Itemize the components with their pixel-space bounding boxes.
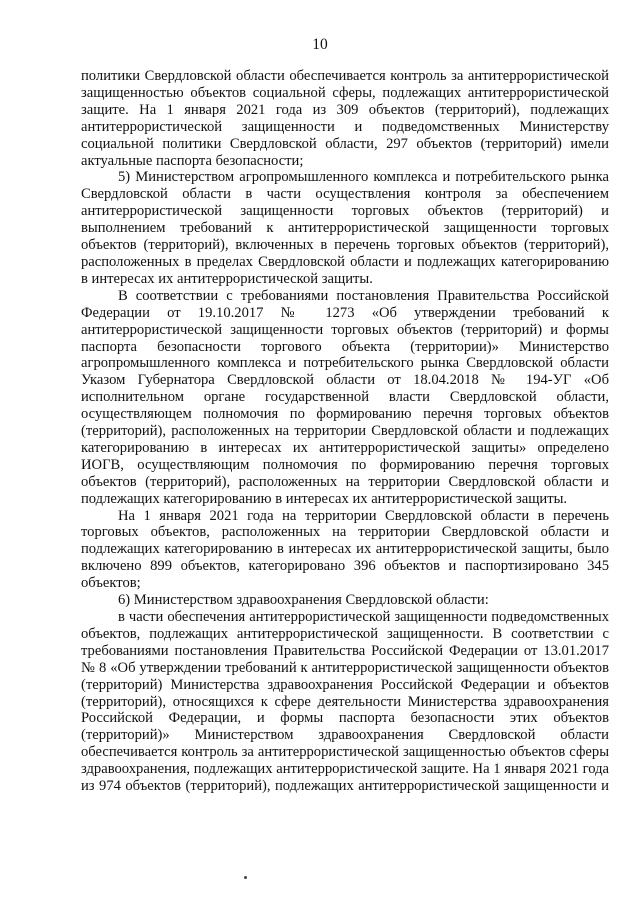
document-body [81,68,609,795]
scan-speck [244,876,247,879]
page-number: 10 [312,36,328,53]
paragraph: На 1 января 2021 года на территории Свердловской области в перечень торговых объектов, расположенных на территории Свердловской области и подлежащих категорированию в интересах их антитеррористической защиты, было включено 899 объектов, категорировано 396 объектов и паспортизировано 345 объектов; [81,507,609,592]
paragraph: в части обеспечения антитеррористической защищенности подведомственных объектов, подлежащих антитеррористической защищенности. В соответствии с требованиями постановления Правительства Российской Федерации от 13.01.2017 № 8 «Об утверждении требований к антитеррористической защищенности объектов (территорий) Министерства здравоохранения Российской Федерации и объектов (территорий), относящихся к сфере деятельности Министерства здравоохранения Российской Федерации, и формы паспорта безопасности этих объектов (территорий)» Министерством здравоохранения Свердловской области обеспечивается контроль за антитеррористической защищенностью объектов сферы здравоохранения, подлежащих антитеррористической защите. На 1 января 2021 года из 974 объектов (территорий), подлежащих антитеррористической защищенности и [81,609,609,795]
paragraph: В соответствии с требованиями постановления Правительства Российской Федерации от 19.10.2017 № 1273 «Об утверждении требований к антитеррористической защищенности торговых объектов (территорий) и формы паспорта безопасности торгового объекта (территории)» Министерство агропромышленного комплекса и потребительского рынка Свердловской области Указом Губернатора Свердловской области от 18.04.2018 № 194-УГ «Об исполнительном органе государственной власти Свердловской области, осуществляющем полномочия по формированию перечня торговых объектов (территорий), расположенных на территории Свердловской области и подлежащих категорированию в интересах их антитеррористической защиты» определено ИОГВ, осуществляющим полномочия по формированию перечня торговых объектов (территорий), расположенных на территории Свердловской области и подлежащих категорированию в интересах их антитеррористической защиты. [81,287,609,507]
paragraph: 6) Министерством здравоохранения Свердловской области: [118,592,489,609]
paragraph: политики Свердловской области обеспечивается контроль за антитеррористической защищенностью объектов социальной сферы, подлежащих антитеррористической защите. На 1 января 2021 года из 309 объектов (территорий), подлежащих антитеррористической защищенности и подведомственных Министерству социальной политики Свердловской области, 297 объектов (территорий) имели актуальные паспорта безопасности; [81,68,609,169]
paragraph: 5) Министерством агропромышленного комплекса и потребительского рынка Свердловской области в части осуществления контроля за обеспечением антитеррористической защищенности торговых объектов (территорий) и выполнением требований к антитеррористической защищенности торговых объектов (территорий), включенных в перечень торговых объектов (территорий), расположенных в пределах Свердловской области и подлежащих категорированию в интересах их антитеррористической защиты. [81,169,609,287]
